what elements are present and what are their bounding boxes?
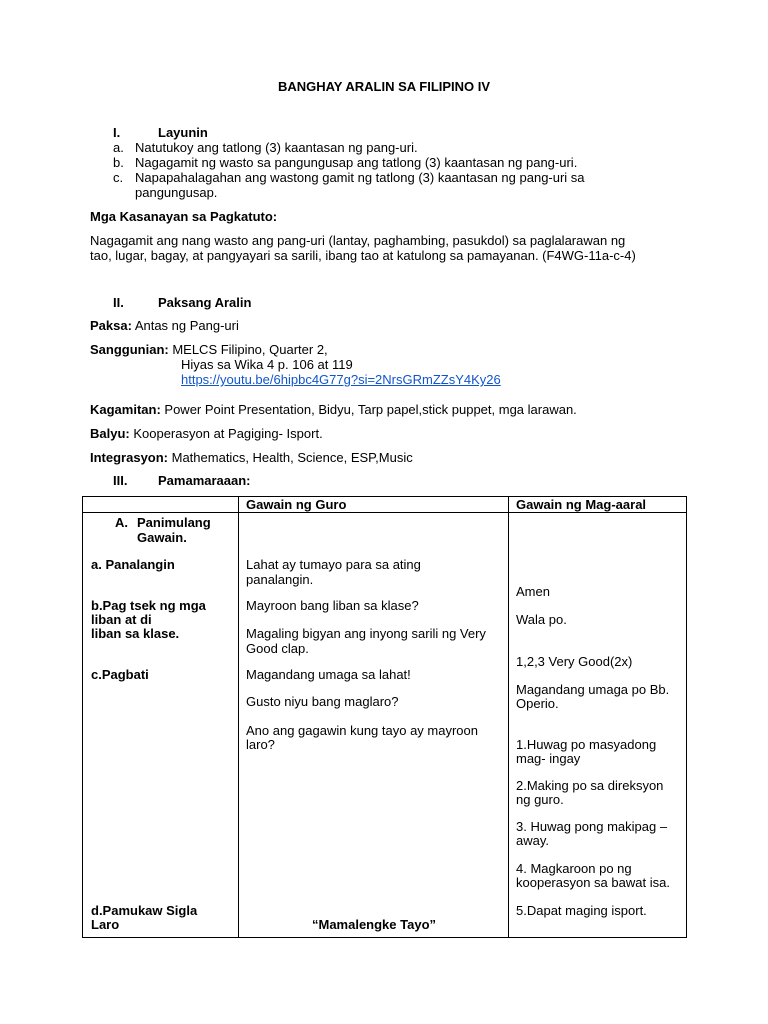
pamukaw-line1: d.Pamukaw Sigla (91, 903, 198, 918)
student-text-8-line1: 4. Magkaroon po ng (516, 861, 632, 876)
panimulang-line1: Panimulang (137, 515, 211, 530)
balyu-value: Kooperasyon at Pagiging- Isport. (129, 426, 323, 441)
integrasyon-label: Integrasyon: (90, 450, 169, 465)
pagtsek-line3: liban sa klase. (91, 626, 180, 641)
panimulang-line2: Gawain. (137, 530, 187, 545)
pagbati-label: c.Pagbati (91, 667, 149, 682)
teacher-text-2: Mayroon bang liban sa klase? (246, 598, 419, 613)
student-text-6-line2: ng guro. (516, 792, 564, 807)
kasanayan-text-line2: tao, lugar, bagay, at pangyayari sa sarili, ibang tao at katulong sa pamayanan. (F4WG-11a-c-4) (90, 248, 636, 263)
procedure-table (82, 496, 687, 938)
student-text-2: Wala po. (516, 612, 567, 627)
teacher-text-6-line2: laro? (246, 737, 275, 752)
student-text-6-line1: 2.Making po sa direksyon (516, 778, 664, 793)
student-text-5-line2: mag- ingay (516, 751, 581, 766)
section-3-number: III. (113, 473, 128, 488)
student-text-4-line1: Magandang umaga po Bb. (516, 682, 670, 697)
section-2-number: II. (113, 295, 124, 310)
sanggunian-line (90, 342, 328, 357)
activities-column (83, 513, 239, 938)
objective-c-text-line2: pangungusap. (135, 185, 218, 200)
table-header-row (83, 497, 687, 513)
teacher-text-1-line2: panalangin. (246, 572, 314, 587)
teacher-text-5: Gusto niyu bang maglaro? (246, 694, 399, 709)
sanggunian-link[interactable]: https://youtu.be/6hipbc4G77g?si=2NrsGRmZZsY4Ky26 (181, 372, 501, 387)
sanggunian-label: Sanggunian: (90, 342, 169, 357)
sanggunian-value-line2: Hiyas sa Wika 4 p. 106 at 119 (181, 357, 353, 372)
student-text-7-line1: 3. Huwag pong makipag – (516, 819, 668, 834)
page-title: BANGHAY ARALIN SA FILIPINO IV (277, 79, 491, 94)
pagtsek-line1: b.Pag tsek ng mga (91, 598, 206, 613)
paksa-label: Paksa: (90, 318, 132, 333)
objective-a-text: Natutukoy ang tatlong (3) kaantasan ng pang-uri. (135, 140, 418, 155)
student-text-3: 1,2,3 Very Good(2x) (516, 654, 633, 669)
pamukaw-line2: Laro (91, 917, 120, 932)
teacher-text-3-line1: Magaling bigyan ang inyong sarili ng Very (246, 626, 486, 641)
panimulang-letter: A. (115, 515, 128, 530)
teacher-text-4: Magandang umaga sa lahat! (246, 667, 411, 682)
paksa-line (90, 318, 239, 333)
objective-b-letter: b. (113, 155, 124, 170)
kasanayan-heading: Mga Kasanayan sa Pagkatuto: (90, 209, 278, 224)
header-col1 (83, 497, 239, 513)
student-column (509, 513, 687, 938)
kagamitan-line (90, 402, 577, 417)
section-2-heading: Paksang Aralin (158, 295, 252, 310)
balyu-line (90, 426, 323, 441)
kagamitan-value: Power Point Presentation, Bidyu, Tarp papel,stick puppet, mga larawan. (160, 402, 577, 417)
kasanayan-text-line1: Nagagamit ang nang wasto ang pang-uri (lantay, paghambing, pasukdol) sa paglalarawan ng (90, 233, 626, 248)
teacher-column (239, 513, 509, 938)
sanggunian-value-line1: MELCS Filipino, Quarter 2, (168, 342, 328, 357)
header-col3: Gawain ng Mag-aaral (509, 497, 687, 513)
student-text-4-line2: Operio. (516, 696, 559, 711)
kagamitan-label: Kagamitan: (90, 402, 161, 417)
student-text-5-line1: 1.Huwag po masyadong (516, 737, 657, 752)
panalangin-label: a. Panalangin (91, 557, 175, 572)
objective-c-letter: c. (113, 170, 124, 185)
header-col2: Gawain ng Guro (239, 497, 509, 513)
objective-b-text: Nagagamit ng wasto sa pangungusap ang tatlong (3) kaantasan ng pang-uri. (135, 155, 578, 170)
teacher-text-3-line2: Good clap. (246, 641, 309, 656)
pagtsek-line2: liban at di (91, 612, 152, 627)
student-text-9: 5.Dapat maging isport. (516, 903, 647, 918)
student-text-8-line2: kooperasyon sa bawat isa. (516, 875, 670, 890)
section-1-number: I. (113, 125, 121, 140)
objective-c-text-line1: Napapahalagahan ang wastong gamit ng tatlong (3) kaantasan ng pang-uri sa (135, 170, 585, 185)
objective-a-letter: a. (113, 140, 124, 155)
section-1-heading: Layunin (158, 125, 208, 140)
teacher-text-1-line1: Lahat ay tumayo para sa ating (246, 557, 421, 572)
section-3-heading: Pamamaraaan: (158, 473, 251, 488)
student-text-7-line2: away. (516, 833, 549, 848)
table-row (83, 513, 687, 938)
integrasyon-value: Mathematics, Health, Science, ESP,Music (168, 450, 413, 465)
integrasyon-line (90, 450, 413, 465)
student-text-1: Amen (516, 584, 550, 599)
balyu-label: Balyu: (90, 426, 130, 441)
paksa-value: Antas ng Pang-uri (131, 318, 239, 333)
teacher-text-6-line1: Ano ang gagawin kung tayo ay mayroon (246, 723, 478, 738)
game-title: “Mamalengke Tayo” (311, 917, 437, 932)
